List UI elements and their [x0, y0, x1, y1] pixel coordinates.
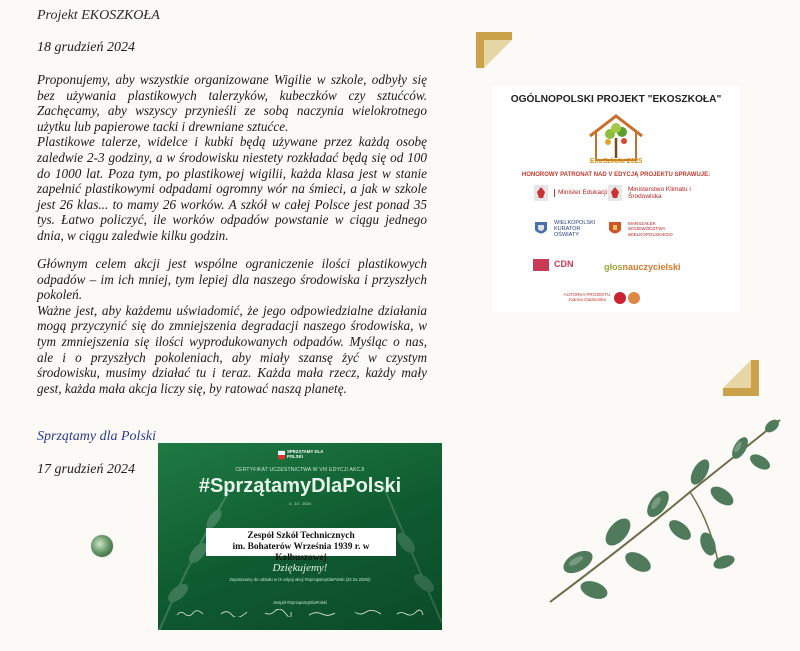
poster-year: EkoSzkoła 2025 — [589, 158, 643, 165]
signature-icon — [354, 609, 382, 617]
photo-corner-icon — [723, 360, 759, 396]
seal-icon — [614, 292, 626, 304]
paragraph-1: Proponujemy, aby wszystkie organizowane Wigilie w szkole, odbyły się bez używania plastikowych talerzyków, kubeczków czy sztućców. Zachęcamy, aby wszyscy przynieśli ze sobą naczynia wielokrotnego użytku lub papierowe tacki i drewniane sztućce. — [37, 72, 427, 134]
paragraph-2: Plastikowe talerze, widelce i kubki będą używane przez każdą osobę zaledwie 2-3 godziny, a w środowisku niestety rozkładać będą się od 100 do 1000 lat. Poza tym, po plastikowej wigilii, każda klasa jest w stanie zapełnić plastikowymi odpadami ogromny wór na śmieci, a jak w szkole jest 26 klas... to mamy 26 worków. A szkół w całej Polsce jest ponad 35 tys. Łatwo policzyć, ile worków odpadów powstanie w ciągu jednego dnia, w ciągu zaledwie kilku godzin. — [37, 134, 427, 243]
article-block-1 — [37, 72, 427, 244]
crest-icon — [606, 220, 624, 238]
paragraph-3: Głównym celem akcji jest wspólne ograniczenie ilości plastikowych odpadów – im ich mniej, tym lepiej dla naszego środowiska i przyszłych pokoleń. — [37, 256, 427, 303]
signature-icon — [220, 609, 248, 617]
signature-icon — [176, 609, 204, 617]
logo-minister-edukacji — [532, 184, 607, 202]
logo-label-part1: głos — [604, 262, 623, 272]
certificate-thanks: Dziękujemy! — [272, 562, 328, 574]
certificate-team: Zespół #SprzątamyDlaPolski — [273, 600, 327, 605]
seal-icon — [628, 292, 640, 304]
sprzatamy-heading: Sprzątamy dla Polski — [37, 429, 156, 444]
paragraph-4: Ważne jest, aby każdemu uświadomić, że jego odpowiedzialne działania mogą przyczynić się do zmniejszenia degradacji naszego środowiska, w tym zmniejszenia się ilości wyprodukowanych odpadów. Myśląc o nas, ale i o przyszłych pokoleniach, aby miały szansę żyć w czystym środowisku, musimy działać tu i teraz. Każda mała rzecz, każdy mały gest, każda mała akcja liczy się, by ratować naszą planetę. — [37, 302, 427, 396]
cdn-emblem-icon — [532, 256, 550, 274]
eagle-emblem-icon — [532, 184, 550, 202]
project-heading: Projekt EKOSZKOŁA — [37, 8, 160, 23]
certificate-logo-text: SPRZĄTAMY DLA POLSKI — [286, 449, 324, 459]
logo-label: Ministerstwo Klimatu i Środowiska — [628, 185, 691, 200]
crest-icon — [532, 220, 550, 238]
article-block-2 — [37, 256, 427, 396]
flag-icon — [278, 449, 285, 461]
logo-marszalek — [606, 220, 688, 238]
certificate-date: 4 . 10 . 2024 — [288, 501, 312, 506]
logo-ministerstwo-klimatu — [606, 184, 698, 202]
certificate-logo — [278, 448, 324, 462]
ekoszkola-poster — [492, 86, 740, 312]
date-heading-1: 18 grudzień 2024 — [37, 40, 135, 55]
sprzatamy-certificate — [158, 443, 442, 630]
patronat-label: HONOROWY PATRONAT NAD V EDYCJĄ PROJEKTU SPRAWUJE: — [521, 172, 711, 178]
certificate-school-box — [206, 528, 396, 563]
signature-icon — [264, 609, 292, 617]
logo-label: MARSZAŁEK WOJEWÓDZTWA WIELKOPOLSKIEGO — [628, 221, 673, 237]
logo-glos-nauczycielski — [604, 262, 681, 272]
signature-icon — [396, 609, 424, 617]
school-name-line-1: Zespół Szkół Technicznych — [247, 531, 355, 541]
certificate-subtitle: CERTYFIKAT UCZESTNICTWA W VIII EDYCJI AKCJI — [235, 467, 365, 473]
logo-label: CDN — [554, 259, 574, 270]
certificate-invitation: Zapraszamy do udziału w IX edycji akcji #SprzątamyDlaPolski (22.04.2025)! — [229, 577, 371, 582]
logo-cdn — [532, 256, 574, 274]
signature-icon — [308, 609, 336, 617]
round-sticker — [91, 535, 113, 557]
eagle-emblem-icon — [606, 184, 624, 202]
eucalyptus-branch-icon — [540, 412, 790, 612]
logo-wielkopolski-kurator — [532, 220, 602, 238]
school-name-line-2: im. Bohaterów Września 1939 r. w Kolbuszowej — [232, 542, 370, 563]
logo-label: WIELKOPOLSKI KURATOR OŚWIATY — [554, 220, 596, 238]
certificate-hashtag: #SprzątamyDlaPolski — [198, 475, 402, 497]
poster-title: OGÓLNOPOLSKI PROJEKT "EKOSZKOŁA" — [510, 94, 722, 105]
poster-author: AUTORKA PROJEKTU Joanna Gadomska — [563, 292, 611, 302]
logo-label-part2: nauczycielski — [622, 262, 681, 272]
date-heading-2: 17 grudzień 2024 — [37, 462, 135, 477]
photo-corner-icon — [476, 32, 512, 68]
logo-label: Minister Edukacji — [554, 189, 607, 196]
